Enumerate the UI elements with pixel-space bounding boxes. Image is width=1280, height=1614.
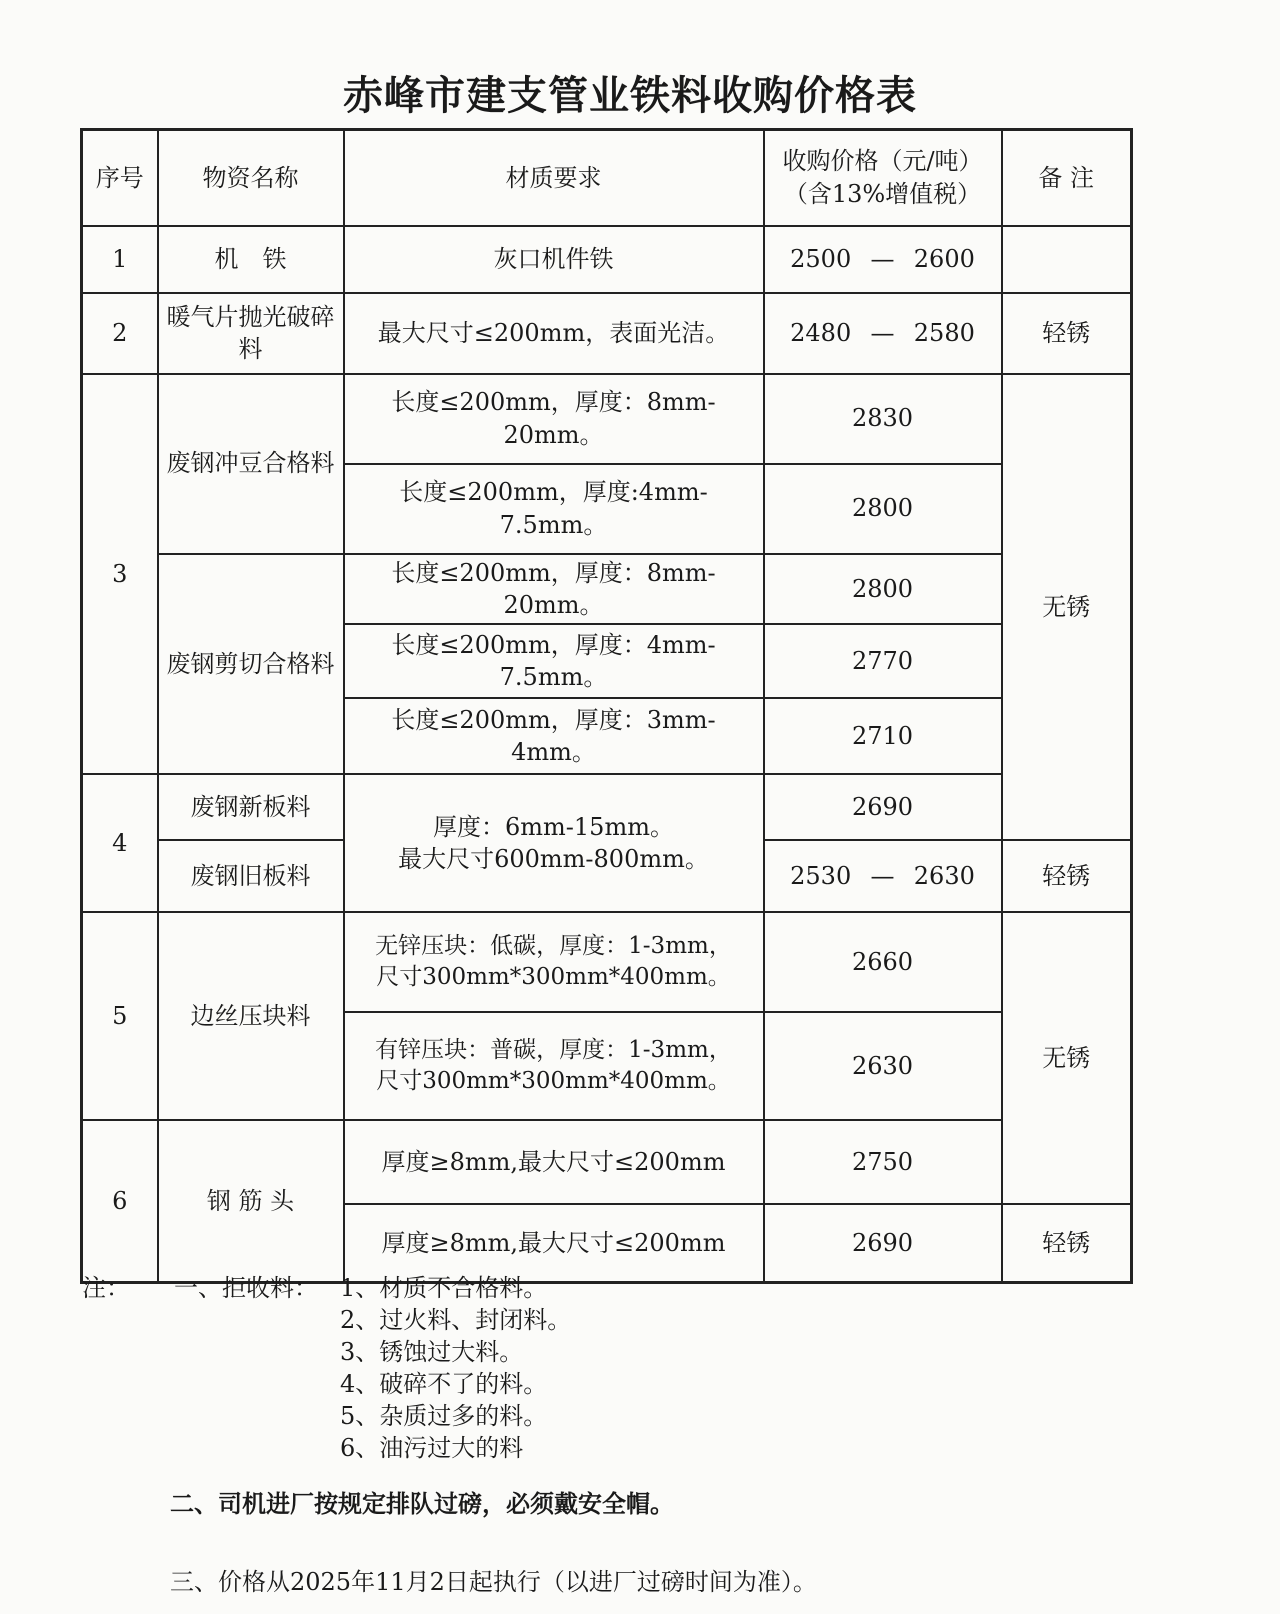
row3-b2-spec: 长度≤200mm，厚度：4mm-7.5mm。 bbox=[344, 624, 764, 698]
row2-price-low: 2480 bbox=[790, 318, 852, 347]
row5-s2-spec bbox=[344, 1012, 764, 1120]
row1-remark bbox=[1002, 226, 1132, 293]
row5-seq: 5 bbox=[82, 912, 158, 1120]
header-spec: 材质要求 bbox=[344, 130, 764, 226]
row1-price-low: 2500 bbox=[790, 244, 852, 273]
row3-a1-spec: 长度≤200mm，厚度：8mm-20mm。 bbox=[344, 374, 764, 464]
row3-a2-price: 2800 bbox=[764, 464, 1002, 554]
row3-b3-spec: 长度≤200mm，厚度：3mm-4mm。 bbox=[344, 698, 764, 774]
row4-price-b bbox=[764, 840, 1002, 912]
row5-s2-line1: 有锌压块：普碳，厚度：1-3mm， bbox=[375, 1037, 732, 1064]
table-row bbox=[82, 1120, 1132, 1204]
table-row bbox=[82, 912, 1132, 1012]
row3-a2-spec: 长度≤200mm，厚度:4mm-7.5mm。 bbox=[344, 464, 764, 554]
row3-a1-price: 2830 bbox=[764, 374, 1002, 464]
row4-price-b-high: 2630 bbox=[913, 862, 975, 891]
header-name: 物资名称 bbox=[158, 130, 344, 226]
row3-b1-price: 2800 bbox=[764, 554, 1002, 625]
row5-name: 边丝压块料 bbox=[158, 912, 344, 1120]
header-price-line1: 收购价格（元/吨） bbox=[782, 147, 983, 176]
row1-seq: 1 bbox=[82, 226, 158, 293]
row5-p2: 2630 bbox=[764, 1012, 1002, 1120]
header-remark: 备 注 bbox=[1002, 130, 1132, 226]
row1-price-high: 2600 bbox=[913, 244, 975, 273]
row4-name-b: 废钢旧板料 bbox=[158, 840, 344, 912]
list-item: 3、锈蚀过大料。 bbox=[340, 1338, 524, 1366]
row6-seq: 6 bbox=[82, 1120, 158, 1282]
row5-p1: 2660 bbox=[764, 912, 1002, 1012]
row3-group-b-name: 废钢剪切合格料 bbox=[158, 554, 344, 775]
note-effective-date: 三、价格从2025年11月2日起执行（以进厂过磅时间为准）。 bbox=[170, 1568, 817, 1596]
table-row bbox=[82, 554, 1132, 625]
row3-seq: 3 bbox=[82, 374, 158, 775]
row6-remark2: 轻锈 bbox=[1002, 1204, 1132, 1282]
row6-p2: 2690 bbox=[764, 1204, 1002, 1282]
list-item: 4、破碎不了的料。 bbox=[340, 1370, 548, 1398]
row2-price-high: 2580 bbox=[913, 318, 975, 347]
reject-list bbox=[340, 1272, 940, 1464]
row1-price bbox=[764, 226, 1002, 293]
page-title: 赤峰市建支管业铁料收购价格表 bbox=[343, 72, 917, 119]
list-item: 2、过火料、封闭料。 bbox=[340, 1306, 572, 1334]
row2-price bbox=[764, 293, 1002, 374]
row4-seq: 4 bbox=[82, 774, 158, 912]
table-row bbox=[82, 226, 1132, 293]
row5-s1-spec bbox=[344, 912, 764, 1012]
row5-s1-line2: 尺寸300mm*300mm*400mm。 bbox=[376, 964, 731, 991]
row5-s1-line1: 无锌压块：低碳，厚度：1-3mm， bbox=[375, 933, 732, 960]
price-table bbox=[80, 128, 1133, 1284]
row1-spec: 灰口机件铁 bbox=[344, 226, 764, 293]
row2-name: 暖气片抛光破碎料 bbox=[158, 293, 344, 374]
row5-s2-line2: 尺寸300mm*300mm*400mm。 bbox=[376, 1068, 731, 1095]
row6-p1: 2750 bbox=[764, 1120, 1002, 1204]
row3-group-a-name: 废钢冲豆合格料 bbox=[158, 374, 344, 554]
table-row bbox=[82, 774, 1132, 840]
row4-spec bbox=[344, 774, 764, 912]
row2-spec: 最大尺寸≤200mm，表面光洁。 bbox=[344, 293, 764, 374]
row2-price-dash: — bbox=[870, 318, 895, 347]
table-row bbox=[82, 374, 1132, 464]
row4-remark-b: 轻锈 bbox=[1002, 840, 1132, 912]
header-price-line2: （含13%增值税） bbox=[783, 179, 982, 208]
row3-b3-price: 2710 bbox=[764, 698, 1002, 774]
table-header-row bbox=[82, 130, 1132, 226]
row3-remark: 无锈 bbox=[1002, 374, 1132, 841]
table-row bbox=[82, 293, 1132, 374]
list-item: 1、材质不合格料。 bbox=[340, 1274, 548, 1302]
header-price bbox=[764, 130, 1002, 226]
row6-name: 钢 筋 头 bbox=[158, 1120, 344, 1282]
row6-s1-spec: 厚度≥8mm,最大尺寸≤200mm bbox=[344, 1120, 764, 1204]
row3-b2-price: 2770 bbox=[764, 624, 1002, 698]
header-seq: 序号 bbox=[82, 130, 158, 226]
note-queue-rule: 二、司机进厂按规定排队过磅，必须戴安全帽。 bbox=[170, 1489, 674, 1518]
row2-remark: 轻锈 bbox=[1002, 293, 1132, 374]
row3-b1-spec: 长度≤200mm，厚度：8mm-20mm。 bbox=[344, 554, 764, 625]
row4-name-a: 废钢新板料 bbox=[158, 774, 344, 840]
notes-reject-label: 一、拒收料： bbox=[174, 1274, 318, 1302]
row4-price-b-low: 2530 bbox=[790, 862, 852, 891]
notes-label: 注： bbox=[82, 1274, 130, 1302]
list-item: 6、油污过大的料 bbox=[340, 1434, 524, 1462]
list-item: 5、杂质过多的料。 bbox=[340, 1402, 548, 1430]
row4-spec-line1: 厚度：6mm-15mm。 bbox=[433, 812, 674, 841]
row1-name: 机 铁 bbox=[158, 226, 344, 293]
row4-price-a: 2690 bbox=[764, 774, 1002, 840]
row4-spec-line2: 最大尺寸600mm-800mm。 bbox=[398, 845, 709, 874]
row6-s2-spec: 厚度≥8mm,最大尺寸≤200mm bbox=[344, 1204, 764, 1282]
row5-remark: 无锈 bbox=[1002, 912, 1132, 1204]
row4-price-b-dash: — bbox=[870, 862, 895, 891]
row2-seq: 2 bbox=[82, 293, 158, 374]
row1-price-dash: — bbox=[870, 244, 895, 273]
